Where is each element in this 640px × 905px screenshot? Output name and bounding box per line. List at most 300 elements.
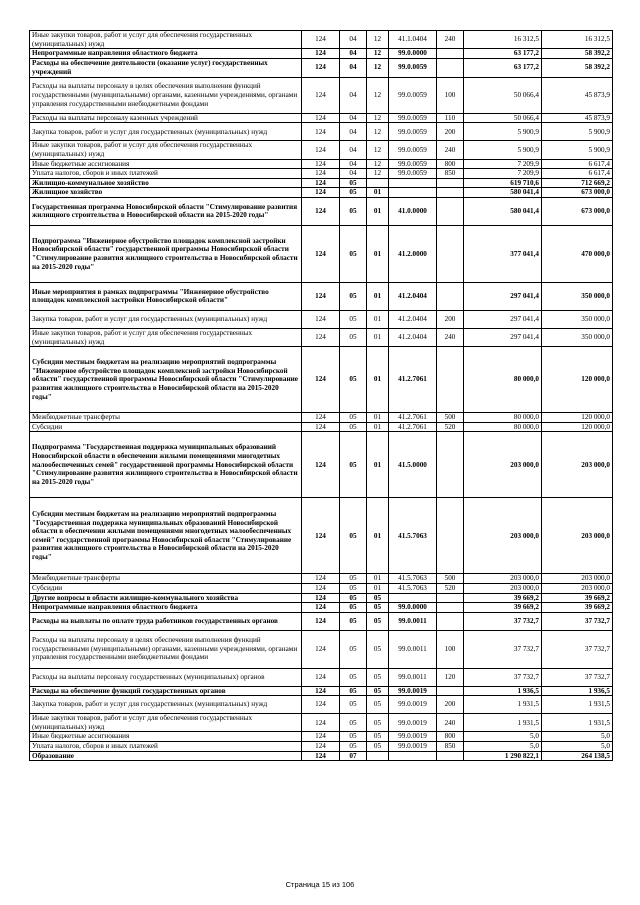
- amount-year1-cell: 203 000,0: [464, 432, 542, 498]
- amount-year1-cell: 7 209,9: [464, 169, 542, 179]
- table-row: [30, 413, 613, 423]
- row-name-cell: Иные мероприятия в рамках подпрограммы "Инженерное обустройство площадок комплексной застройки Новосибирской области": [30, 282, 302, 310]
- ministry-code-cell: 124: [302, 328, 340, 346]
- ministry-code-cell: 124: [302, 732, 340, 742]
- subsection-code-cell: 05: [367, 732, 389, 742]
- expense-type-cell: 120: [437, 668, 464, 686]
- amount-year2-cell: 203 000,0: [542, 432, 613, 498]
- amount-year2-cell: 673 000,0: [542, 188, 613, 198]
- subsection-code-cell: 05: [367, 612, 389, 630]
- amount-year1-cell: 63 177,2: [464, 49, 542, 59]
- expense-type-cell: 240: [437, 31, 464, 49]
- expense-type-cell: [437, 751, 464, 761]
- expense-type-cell: [437, 49, 464, 59]
- table-row: [30, 225, 613, 282]
- amount-year1-cell: 63 177,2: [464, 58, 542, 77]
- section-code-cell: 04: [340, 169, 367, 179]
- amount-year2-cell: 58 392,2: [542, 49, 613, 59]
- ministry-code-cell: 124: [302, 751, 340, 761]
- target-article-cell: 41.5.0000: [389, 432, 437, 498]
- target-article-cell: 99.0.0000: [389, 49, 437, 59]
- subsection-code-cell: 01: [367, 422, 389, 432]
- target-article-cell: 99.0.0059: [389, 141, 437, 159]
- expense-type-cell: [437, 432, 464, 498]
- expense-type-cell: 240: [437, 714, 464, 732]
- expense-type-cell: 520: [437, 422, 464, 432]
- subsection-code-cell: 12: [367, 77, 389, 113]
- amount-year2-cell: 5,0: [542, 742, 613, 752]
- row-name-cell: Субсидии: [30, 422, 302, 432]
- section-code-cell: 04: [340, 31, 367, 49]
- amount-year2-cell: 37 732,7: [542, 630, 613, 668]
- subsection-code-cell: 01: [367, 225, 389, 282]
- ministry-code-cell: 124: [302, 113, 340, 123]
- amount-year2-cell: 5 900,9: [542, 123, 613, 141]
- section-code-cell: 05: [340, 413, 367, 423]
- subsection-code-cell: 05: [367, 630, 389, 668]
- table-row: [30, 630, 613, 668]
- table-row: [30, 77, 613, 113]
- row-name-cell: Уплата налогов, сборов и иных платежей: [30, 742, 302, 752]
- ministry-code-cell: 124: [302, 123, 340, 141]
- section-code-cell: 05: [340, 686, 367, 696]
- subsection-code-cell: 01: [367, 197, 389, 225]
- ministry-code-cell: 124: [302, 498, 340, 574]
- amount-year2-cell: 350 000,0: [542, 328, 613, 346]
- expense-type-cell: 800: [437, 732, 464, 742]
- section-code-cell: 05: [340, 696, 367, 714]
- ministry-code-cell: 124: [302, 413, 340, 423]
- row-name-cell: Другие вопросы в области жилищно-коммунального хозяйства: [30, 593, 302, 603]
- table-row: [30, 113, 613, 123]
- row-name-cell: Межбюджетные трансферты: [30, 413, 302, 423]
- target-article-cell: 99.0.0059: [389, 123, 437, 141]
- row-name-cell: Расходы на выплаты персоналу государственных (муниципальных) органов: [30, 668, 302, 686]
- table-row: [30, 432, 613, 498]
- amount-year1-cell: 580 041,4: [464, 197, 542, 225]
- expense-type-cell: 200: [437, 696, 464, 714]
- amount-year2-cell: 1 936,5: [542, 686, 613, 696]
- section-code-cell: 05: [340, 742, 367, 752]
- row-name-cell: Субсидии местным бюджетам на реализацию мероприятий подпрограммы "Государственная поддержка муниципальных образований Новосибирской области в обеспечении жилыми помещениями многодетных малообеспеченных семей" государственной программы Новосибирской области "Стимулирование развития жилищного строительства в Новосибирской области на 2015-2020 годы": [30, 498, 302, 574]
- target-article-cell: 99.0.0059: [389, 169, 437, 179]
- subsection-code-cell: 05: [367, 686, 389, 696]
- ministry-code-cell: 124: [302, 347, 340, 413]
- section-code-cell: 05: [340, 432, 367, 498]
- row-name-cell: Расходы на обеспечение деятельности (оказание услуг) государственных учреждений: [30, 58, 302, 77]
- amount-year1-cell: 5 900,9: [464, 123, 542, 141]
- table-row: [30, 732, 613, 742]
- subsection-code-cell: 05: [367, 668, 389, 686]
- target-article-cell: 99.0.0059: [389, 58, 437, 77]
- subsection-code-cell: 01: [367, 310, 389, 328]
- amount-year2-cell: 712 669,2: [542, 178, 613, 188]
- amount-year1-cell: 297 041,4: [464, 328, 542, 346]
- target-article-cell: 99.0.0059: [389, 159, 437, 169]
- subsection-code-cell: 01: [367, 188, 389, 198]
- target-article-cell: 41.2.7061: [389, 422, 437, 432]
- expense-type-cell: [437, 197, 464, 225]
- table-row: [30, 58, 613, 77]
- row-name-cell: Субсидии: [30, 583, 302, 593]
- target-article-cell: 41.5.7063: [389, 583, 437, 593]
- row-name-cell: Иные бюджетные ассигнования: [30, 159, 302, 169]
- target-article-cell: 99.0.0059: [389, 113, 437, 123]
- amount-year2-cell: 6 617,4: [542, 169, 613, 179]
- section-code-cell: 04: [340, 141, 367, 159]
- expense-type-cell: 520: [437, 583, 464, 593]
- table-row: [30, 282, 613, 310]
- ministry-code-cell: 124: [302, 77, 340, 113]
- target-article-cell: 41.2.7061: [389, 413, 437, 423]
- subsection-code-cell: 12: [367, 123, 389, 141]
- table-row: [30, 574, 613, 584]
- subsection-code-cell: 12: [367, 49, 389, 59]
- ministry-code-cell: 124: [302, 225, 340, 282]
- target-article-cell: 99.0.0019: [389, 686, 437, 696]
- expense-type-cell: 850: [437, 169, 464, 179]
- subsection-code-cell: 05: [367, 603, 389, 613]
- section-code-cell: 05: [340, 328, 367, 346]
- amount-year2-cell: 120 000,0: [542, 422, 613, 432]
- expense-type-cell: [437, 612, 464, 630]
- target-article-cell: 41.2.0404: [389, 328, 437, 346]
- row-name-cell: Расходы на выплаты персоналу в целях обеспечения выполнения функций государственными (муниципальными) органами, казенными учреждениями, органами управления государственными внебюджетными фондами: [30, 77, 302, 113]
- row-name-cell: Закупка товаров, работ и услуг для государственных (муниципальных) нужд: [30, 696, 302, 714]
- target-article-cell: 41.5.7063: [389, 498, 437, 574]
- subsection-code-cell: [367, 751, 389, 761]
- amount-year2-cell: 16 312,5: [542, 31, 613, 49]
- target-article-cell: 99.0.0011: [389, 668, 437, 686]
- ministry-code-cell: 124: [302, 612, 340, 630]
- target-article-cell: 99.0.0019: [389, 732, 437, 742]
- amount-year2-cell: 203 000,0: [542, 574, 613, 584]
- section-code-cell: 07: [340, 751, 367, 761]
- row-name-cell: Непрограммные направления областного бюджета: [30, 49, 302, 59]
- section-code-cell: 04: [340, 58, 367, 77]
- subsection-code-cell: 01: [367, 498, 389, 574]
- amount-year1-cell: 5,0: [464, 742, 542, 752]
- amount-year2-cell: 350 000,0: [542, 310, 613, 328]
- amount-year2-cell: 470 000,0: [542, 225, 613, 282]
- table-row: [30, 178, 613, 188]
- expense-type-cell: 200: [437, 123, 464, 141]
- amount-year2-cell: 58 392,2: [542, 58, 613, 77]
- amount-year1-cell: 297 041,4: [464, 282, 542, 310]
- ministry-code-cell: 124: [302, 169, 340, 179]
- section-code-cell: 05: [340, 732, 367, 742]
- ministry-code-cell: 124: [302, 603, 340, 613]
- section-code-cell: 05: [340, 188, 367, 198]
- row-name-cell: Субсидии местным бюджетам на реализацию мероприятий подпрограммы "Инженерное обустройство площадок комплексной застройки Новосибирской области" государственной программы Новосибирской области "Стимулирование развития жилищного строительства в Новосибирской области на 2015-2020 годы": [30, 347, 302, 413]
- target-article-cell: 41.2.0000: [389, 225, 437, 282]
- target-article-cell: 41.0.0000: [389, 197, 437, 225]
- amount-year2-cell: 5,0: [542, 732, 613, 742]
- section-code-cell: 05: [340, 178, 367, 188]
- table-row: [30, 188, 613, 198]
- amount-year1-cell: 5 900,9: [464, 141, 542, 159]
- subsection-code-cell: 12: [367, 31, 389, 49]
- table-row: [30, 668, 613, 686]
- amount-year2-cell: 120 000,0: [542, 413, 613, 423]
- ministry-code-cell: 124: [302, 58, 340, 77]
- row-name-cell: Расходы на выплаты персоналу в целях обеспечения выполнения функций государственными (муниципальными) органами, казенными учреждениями, органами управления государственными внебюджетными фондами: [30, 630, 302, 668]
- row-name-cell: Иные бюджетные ассигнования: [30, 732, 302, 742]
- ministry-code-cell: 124: [302, 141, 340, 159]
- expense-type-cell: 500: [437, 413, 464, 423]
- row-name-cell: Иные закупки товаров, работ и услуг для обеспечения государственных (муниципальных) нужд: [30, 714, 302, 732]
- ministry-code-cell: 124: [302, 159, 340, 169]
- amount-year1-cell: 50 066,4: [464, 113, 542, 123]
- ministry-code-cell: 124: [302, 282, 340, 310]
- ministry-code-cell: 124: [302, 310, 340, 328]
- subsection-code-cell: 01: [367, 574, 389, 584]
- table-row: [30, 603, 613, 613]
- section-code-cell: 05: [340, 574, 367, 584]
- budget-table-body: [30, 31, 613, 761]
- target-article-cell: 99.0.0000: [389, 603, 437, 613]
- expense-type-cell: [437, 686, 464, 696]
- amount-year1-cell: 80 000,0: [464, 422, 542, 432]
- subsection-code-cell: 12: [367, 113, 389, 123]
- amount-year2-cell: 37 732,7: [542, 612, 613, 630]
- amount-year1-cell: 37 732,7: [464, 630, 542, 668]
- amount-year1-cell: 580 041,4: [464, 188, 542, 198]
- ministry-code-cell: 124: [302, 197, 340, 225]
- table-row: [30, 498, 613, 574]
- amount-year1-cell: 377 041,4: [464, 225, 542, 282]
- section-code-cell: 04: [340, 123, 367, 141]
- amount-year1-cell: 203 000,0: [464, 583, 542, 593]
- subsection-code-cell: [367, 178, 389, 188]
- amount-year1-cell: 16 312,5: [464, 31, 542, 49]
- target-article-cell: 99.0.0059: [389, 77, 437, 113]
- amount-year1-cell: 5,0: [464, 732, 542, 742]
- amount-year2-cell: 39 669,2: [542, 603, 613, 613]
- subsection-code-cell: 12: [367, 159, 389, 169]
- expense-type-cell: 200: [437, 310, 464, 328]
- table-row: [30, 141, 613, 159]
- budget-table-sheet: [29, 30, 612, 761]
- amount-year2-cell: 673 000,0: [542, 197, 613, 225]
- row-name-cell: Образование: [30, 751, 302, 761]
- expense-type-cell: 800: [437, 159, 464, 169]
- amount-year2-cell: 203 000,0: [542, 583, 613, 593]
- section-code-cell: 05: [340, 668, 367, 686]
- ministry-code-cell: 124: [302, 583, 340, 593]
- section-code-cell: 04: [340, 159, 367, 169]
- subsection-code-cell: 12: [367, 169, 389, 179]
- target-article-cell: 99.0.0011: [389, 612, 437, 630]
- row-name-cell: Подпрограмма "Инженерное обустройство площадок комплексной застройки Новосибирской области" государственной программы Новосибирской области "Стимулирование развития жилищного строительства в Новосибирской области на 2015-2020 годы": [30, 225, 302, 282]
- section-code-cell: 05: [340, 583, 367, 593]
- ministry-code-cell: 124: [302, 574, 340, 584]
- amount-year2-cell: 5 900,9: [542, 141, 613, 159]
- target-article-cell: 41.2.0404: [389, 310, 437, 328]
- subsection-code-cell: 01: [367, 347, 389, 413]
- amount-year2-cell: 1 931,5: [542, 714, 613, 732]
- amount-year2-cell: 6 617,4: [542, 159, 613, 169]
- expense-type-cell: [437, 282, 464, 310]
- amount-year2-cell: 45 873,9: [542, 77, 613, 113]
- table-row: [30, 742, 613, 752]
- ministry-code-cell: 124: [302, 630, 340, 668]
- amount-year2-cell: 45 873,9: [542, 113, 613, 123]
- subsection-code-cell: 01: [367, 282, 389, 310]
- ministry-code-cell: 124: [302, 49, 340, 59]
- section-code-cell: 05: [340, 310, 367, 328]
- section-code-cell: 04: [340, 49, 367, 59]
- amount-year2-cell: 203 000,0: [542, 498, 613, 574]
- amount-year1-cell: 50 066,4: [464, 77, 542, 113]
- section-code-cell: 04: [340, 113, 367, 123]
- subsection-code-cell: 01: [367, 328, 389, 346]
- ministry-code-cell: 124: [302, 432, 340, 498]
- section-code-cell: 05: [340, 593, 367, 603]
- ministry-code-cell: 124: [302, 686, 340, 696]
- amount-year2-cell: 120 000,0: [542, 347, 613, 413]
- row-name-cell: Расходы на обеспечение функций государственных органов: [30, 686, 302, 696]
- section-code-cell: 05: [340, 714, 367, 732]
- expense-type-cell: [437, 188, 464, 198]
- row-name-cell: Государственная программа Новосибирской области "Стимулирование развития жилищного строительства в Новосибирской области на 2015-2020 годы": [30, 197, 302, 225]
- table-row: [30, 169, 613, 179]
- section-code-cell: 05: [340, 197, 367, 225]
- ministry-code-cell: 124: [302, 696, 340, 714]
- section-code-cell: 05: [340, 603, 367, 613]
- row-name-cell: Расходы на выплаты по оплате труда работников государственных органов: [30, 612, 302, 630]
- expense-type-cell: 850: [437, 742, 464, 752]
- expense-type-cell: [437, 603, 464, 613]
- target-article-cell: 99.0.0019: [389, 742, 437, 752]
- amount-year1-cell: 7 209,9: [464, 159, 542, 169]
- row-name-cell: Межбюджетные трансферты: [30, 574, 302, 584]
- row-name-cell: Расходы на выплаты персоналу казенных учреждений: [30, 113, 302, 123]
- expense-type-cell: [437, 593, 464, 603]
- ministry-code-cell: 124: [302, 668, 340, 686]
- expense-type-cell: 240: [437, 141, 464, 159]
- amount-year1-cell: 203 000,0: [464, 498, 542, 574]
- subsection-code-cell: 01: [367, 432, 389, 498]
- amount-year2-cell: 350 000,0: [542, 282, 613, 310]
- budget-table: [29, 30, 613, 761]
- subsection-code-cell: 12: [367, 141, 389, 159]
- expense-type-cell: [437, 225, 464, 282]
- target-article-cell: [389, 593, 437, 603]
- target-article-cell: [389, 178, 437, 188]
- table-row: [30, 686, 613, 696]
- expense-type-cell: [437, 58, 464, 77]
- table-row: [30, 310, 613, 328]
- table-row: [30, 422, 613, 432]
- ministry-code-cell: 124: [302, 742, 340, 752]
- page-number: Страница 15 из 106: [285, 880, 355, 889]
- table-row: [30, 714, 613, 732]
- subsection-code-cell: 01: [367, 583, 389, 593]
- expense-type-cell: 240: [437, 328, 464, 346]
- amount-year2-cell: 39 669,2: [542, 593, 613, 603]
- ministry-code-cell: 124: [302, 188, 340, 198]
- section-code-cell: 05: [340, 498, 367, 574]
- expense-type-cell: [437, 498, 464, 574]
- target-article-cell: [389, 751, 437, 761]
- expense-type-cell: 100: [437, 630, 464, 668]
- amount-year1-cell: 80 000,0: [464, 347, 542, 413]
- ministry-code-cell: 124: [302, 31, 340, 49]
- section-code-cell: 04: [340, 77, 367, 113]
- amount-year1-cell: 619 710,6: [464, 178, 542, 188]
- amount-year2-cell: 1 931,5: [542, 696, 613, 714]
- subsection-code-cell: 01: [367, 413, 389, 423]
- ministry-code-cell: 124: [302, 714, 340, 732]
- table-row: [30, 328, 613, 346]
- amount-year1-cell: 297 041,4: [464, 310, 542, 328]
- target-article-cell: [389, 188, 437, 198]
- amount-year1-cell: 203 000,0: [464, 574, 542, 584]
- target-article-cell: 41.2.0404: [389, 282, 437, 310]
- row-name-cell: Жилищно-коммунальное хозяйство: [30, 178, 302, 188]
- table-row: [30, 31, 613, 49]
- target-article-cell: 41.5.7063: [389, 574, 437, 584]
- table-row: [30, 347, 613, 413]
- amount-year2-cell: 264 138,5: [542, 751, 613, 761]
- amount-year1-cell: 1 931,5: [464, 714, 542, 732]
- section-code-cell: 05: [340, 282, 367, 310]
- table-row: [30, 197, 613, 225]
- amount-year1-cell: 1 936,5: [464, 686, 542, 696]
- row-name-cell: Закупка товаров, работ и услуг для государственных (муниципальных) нужд: [30, 123, 302, 141]
- table-row: [30, 49, 613, 59]
- amount-year1-cell: 37 732,7: [464, 668, 542, 686]
- table-row: [30, 583, 613, 593]
- subsection-code-cell: 12: [367, 58, 389, 77]
- amount-year2-cell: 37 732,7: [542, 668, 613, 686]
- expense-type-cell: 100: [437, 77, 464, 113]
- subsection-code-cell: 05: [367, 714, 389, 732]
- section-code-cell: 05: [340, 225, 367, 282]
- section-code-cell: 05: [340, 612, 367, 630]
- subsection-code-cell: 05: [367, 593, 389, 603]
- expense-type-cell: [437, 347, 464, 413]
- row-name-cell: Подпрограмма "Государственная поддержка муниципальных образований Новосибирской области в обеспечении жилыми помещениями многодетных малообеспеченных семей" государственной программы Новосибирской области "Стимулирование развития жилищного строительства в Новосибирской области на 2015-2020 годы": [30, 432, 302, 498]
- subsection-code-cell: 05: [367, 696, 389, 714]
- row-name-cell: Уплата налогов, сборов и иных платежей: [30, 169, 302, 179]
- section-code-cell: 05: [340, 422, 367, 432]
- target-article-cell: 99.0.0011: [389, 630, 437, 668]
- amount-year1-cell: 39 669,2: [464, 603, 542, 613]
- row-name-cell: Непрограммные направления областного бюджета: [30, 603, 302, 613]
- table-row: [30, 593, 613, 603]
- amount-year1-cell: 1 290 822,1: [464, 751, 542, 761]
- table-row: [30, 612, 613, 630]
- amount-year1-cell: 37 732,7: [464, 612, 542, 630]
- target-article-cell: 41.2.7061: [389, 347, 437, 413]
- ministry-code-cell: 124: [302, 593, 340, 603]
- row-name-cell: Закупка товаров, работ и услуг для государственных (муниципальных) нужд: [30, 310, 302, 328]
- table-row: [30, 159, 613, 169]
- subsection-code-cell: 05: [367, 742, 389, 752]
- table-row: [30, 123, 613, 141]
- ministry-code-cell: 124: [302, 178, 340, 188]
- row-name-cell: Иные закупки товаров, работ и услуг для обеспечения государственных (муниципальных) нужд: [30, 328, 302, 346]
- target-article-cell: 41.1.0404: [389, 31, 437, 49]
- section-code-cell: 05: [340, 630, 367, 668]
- expense-type-cell: 110: [437, 113, 464, 123]
- row-name-cell: Иные закупки товаров, работ и услуг для обеспечения государственных (муниципальных) нужд: [30, 31, 302, 49]
- amount-year1-cell: 1 931,5: [464, 696, 542, 714]
- table-row: [30, 696, 613, 714]
- target-article-cell: 99.0.0019: [389, 696, 437, 714]
